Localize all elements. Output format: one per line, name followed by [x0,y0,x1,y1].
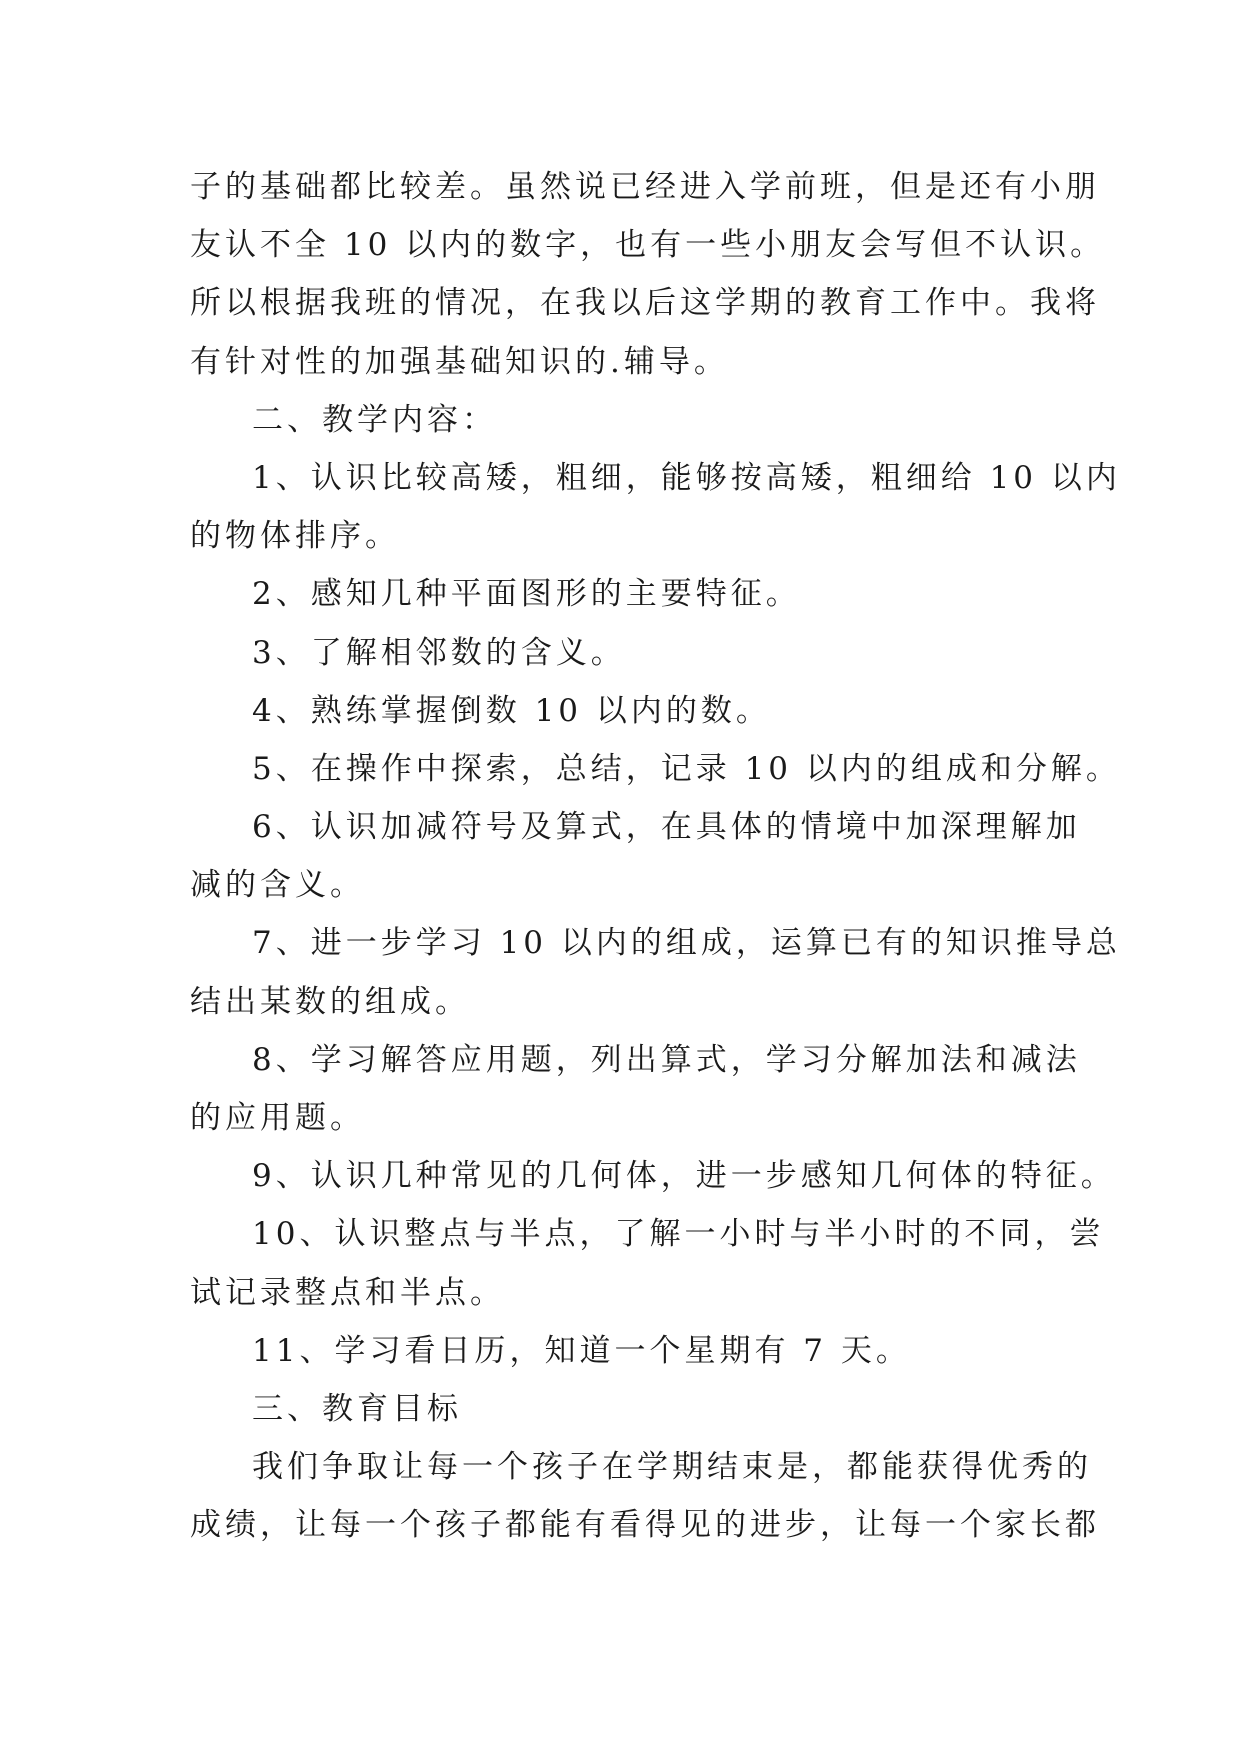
text-line: 所以根据我班的情况，在我以后这学期的教育工作中。我将 [190,285,1100,322]
text-line: 成绩，让每一个孩子都能有看得见的进步，让每一个家长都 [190,1507,1100,1544]
text-line: 的物体排序。 [190,518,400,555]
document-body [190,158,1121,1555]
text-line: 二、教学内容： [252,401,497,438]
text-line: 2、感知几种平面图形的主要特征。 [252,576,801,613]
text-line: 试记录整点和半点。 [190,1274,505,1311]
text-line: 1、认识比较高矮，粗细，能够按高矮，粗细给 10 以内 [252,459,1121,496]
text-line: 子的基础都比较差。虽然说已经进入学前班，但是还有小朋 [190,169,1100,205]
text-line: 我们争取让每一个孩子在学期结束是，都能获得优秀的 [252,1449,1092,1486]
text-line: 5、在操作中探索，总结，记录 10 以内的组成和分解。 [252,750,1121,787]
text-line: 4、熟练掌握倒数 10 以内的数。 [252,692,771,729]
text-line: 7、进一步学习 10 以内的组成，运算已有的知识推导总 [252,925,1121,962]
text-line: 友认不全 10 以内的数字，也有一些小朋友会写但不认识。 [190,227,1106,264]
text-line: 减的含义。 [190,867,365,904]
text-line: 10、认识整点与半点，了解一小时与半小时的不同，尝 [252,1216,1105,1253]
text-line: 三、教育目标 [252,1390,462,1427]
text-line: 6、认识加减符号及算式，在具体的情境中加深理解加 [252,809,1081,846]
text-line: 8、学习解答应用题，列出算式，学习分解加法和减法 [252,1041,1081,1078]
text-line: 11、学习看日历，知道一个星期有 7 天。 [252,1332,911,1369]
text-line: 3、了解相邻数的含义。 [252,634,626,671]
text-line: 9、认识几种常见的几何体，进一步感知几何体的特征。 [252,1158,1116,1195]
text-line: 的应用题。 [190,1100,365,1136]
text-line: 结出某数的组成。 [190,983,470,1020]
text-line: 有针对性的加强基础知识的.辅导。 [190,343,729,380]
